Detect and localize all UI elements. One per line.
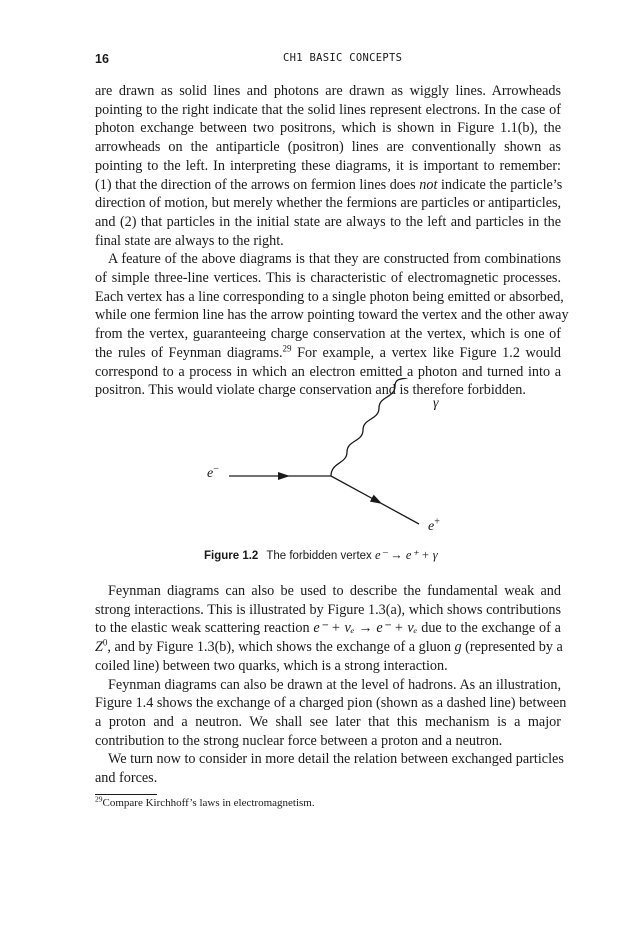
text-line: Figure 1.4 shows the exchange of a charged pion (shown as a dashed line) between <box>95 695 567 712</box>
text-line: Each vertex has a line corresponding to a single photon being emitted or absorbed, <box>95 288 564 305</box>
text-line: while one fermion line has the arrow pointing toward the vertex and the other away <box>95 307 569 324</box>
text-line: A feature of the above diagrams is that they are constructed from combinations <box>108 251 561 268</box>
text-line: pointing to the right indicate that the solid lines represent electrons. In the case of <box>95 101 561 118</box>
text-line: We turn now to consider in more detail the relation between exchanged particles <box>108 751 564 768</box>
footnote-number: 29 <box>95 794 103 804</box>
text-line: of simple three-line vertices. This is characteristic of electromagnetic processes. <box>95 270 561 287</box>
text-line: and (2) that particles in the initial state are always to the left and particles in the <box>95 213 561 230</box>
text-segment: indicate the particle’s <box>437 176 563 193</box>
text-line: strong interactions. This is illustrated by Figure 1.3(a), which shows contributions <box>95 601 561 618</box>
text-segment: (represented by a <box>461 639 563 656</box>
text-line: photon exchange between two positrons, which is shown in Figure 1.1(b), the <box>95 120 561 137</box>
text-line: coiled line) between two quarks, which is a strong interaction. <box>95 657 448 674</box>
footnote <box>95 794 315 809</box>
text-line: a proton and a neutron. We shall see later that this mechanism is a major <box>95 713 561 730</box>
figure-caption <box>204 547 438 563</box>
reaction-formula: e⁻ + νₑ → e⁻ + νₑ <box>313 620 418 637</box>
emphasis-not: not <box>419 176 438 193</box>
page-number: 16 <box>95 52 109 66</box>
caption-text: The forbidden vertex <box>266 550 375 562</box>
z-boson-superscript: 0 <box>102 637 108 648</box>
text-segment: For example, a vertex like Figure 1.2 would <box>291 344 561 361</box>
text-line <box>95 638 561 657</box>
gluon-symbol: g <box>454 639 462 656</box>
footnote-ref: 29 <box>282 343 292 354</box>
gamma-label: γ <box>433 396 439 411</box>
footnote-divider <box>95 794 157 795</box>
paragraph-block-lower <box>95 582 567 788</box>
text-line: Feynman diagrams can also be used to describe the fundamental weak and <box>108 583 561 599</box>
text-line <box>95 176 561 195</box>
text-line: positron. This would violate charge conservation and is therefore forbidden. <box>95 382 526 399</box>
text-line: correspond to a process in which an electron emitted a photon and turned into a <box>95 363 561 380</box>
electron-label: e− <box>207 463 219 481</box>
text-line: direction of motion, but merely whether the fermions are particles or antiparticles, <box>95 195 562 212</box>
text-line: pointing to the left. In interpreting these diagrams, it is important to remember: <box>95 157 561 174</box>
chapter-title: CH1 BASIC CONCEPTS <box>283 52 403 64</box>
z-boson-symbol: Z <box>95 639 103 656</box>
text-line: final state are always to the right. <box>95 232 284 249</box>
text-line: arrowheads on the antiparticle (positron) lines are conventionally shown as <box>95 139 561 156</box>
text-segment: (1) that the direction of the arrows on fermion lines does <box>95 176 420 193</box>
text-segment: due to the exchange of a <box>417 620 561 637</box>
text-segment: , and by Figure 1.3(b), which shows the exchange of a gluon <box>107 639 455 656</box>
photon-wiggly-line <box>331 378 408 476</box>
text-line: are drawn as solid lines and photons are drawn as wiggly lines. Arrowheads <box>95 83 561 99</box>
footnote-text: Compare Kirchhoff’s laws in electromagnetism. <box>102 797 315 809</box>
outgoing-positron-line <box>331 476 419 524</box>
text-line: from the vertex, guaranteeing charge conservation at the vertex, which is one of <box>95 326 561 343</box>
paragraph-continuation <box>95 82 569 400</box>
caption-formula: e⁻ → e⁺ + γ <box>375 548 438 562</box>
figure-number: Figure 1.2 <box>204 550 259 562</box>
running-head <box>95 52 561 70</box>
text-line: contribution to the strong nuclear force between a proton and a neutron. <box>95 732 503 749</box>
text-line: and forces. <box>95 770 158 787</box>
text-segment: to the elastic weak scattering reaction <box>95 620 314 637</box>
text-line <box>95 619 561 638</box>
feynman-diagram-figure <box>95 378 561 538</box>
text-line <box>95 344 561 363</box>
text-segment: the rules of Feynman diagrams. <box>95 344 283 361</box>
feynman-vertex-diagram <box>95 378 561 538</box>
text-line: Feynman diagrams can also be drawn at the level of hadrons. As an illustration, <box>108 676 561 693</box>
positron-label: e+ <box>428 516 440 534</box>
